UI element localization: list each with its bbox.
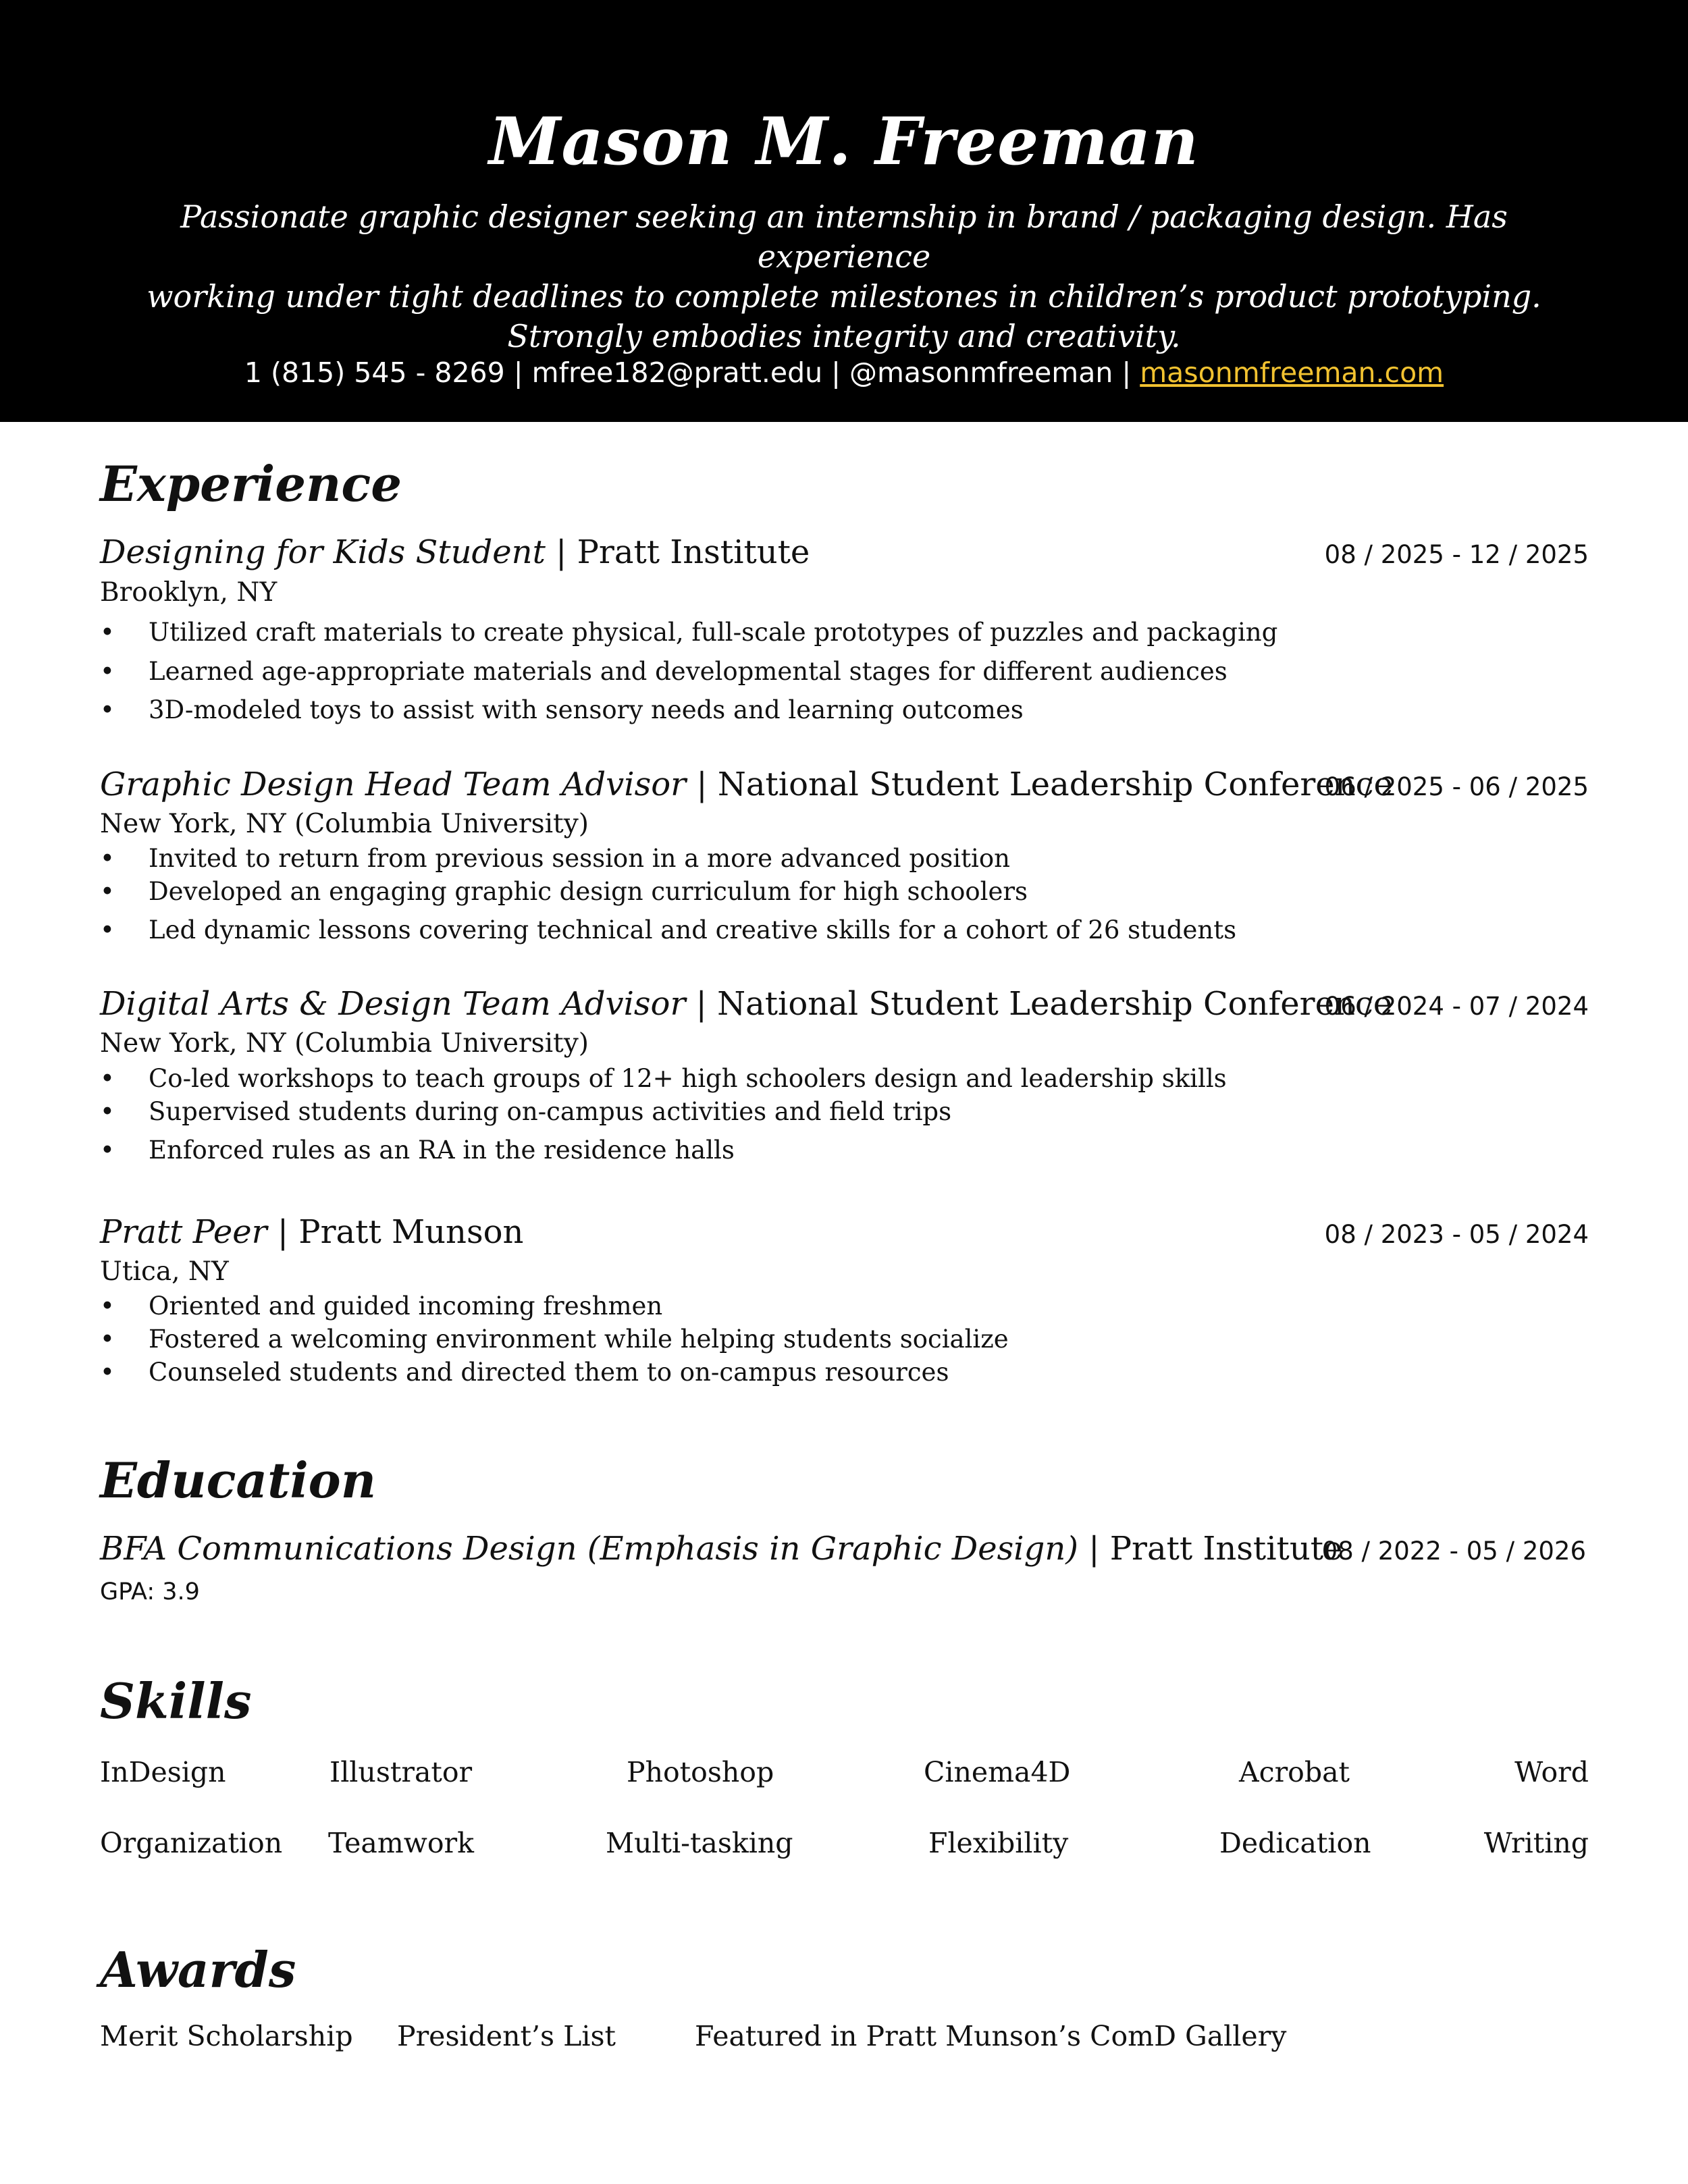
skill-item: Photoshop xyxy=(627,1756,774,1788)
gpa: GPA: 3.9 xyxy=(100,1578,200,1605)
school: Pratt Institute xyxy=(1109,1530,1343,1568)
job-role: Graphic Design Head Team Advisor xyxy=(100,766,687,803)
skill-item: Dedication xyxy=(1219,1827,1371,1859)
candidate-name: Mason M. Freeman xyxy=(489,103,1199,180)
job-location: Utica, NY xyxy=(100,1256,229,1287)
job-location: New York, NY (Columbia University) xyxy=(100,1028,589,1059)
bullet-text: Utilized craft materials to create physical, full-scale prototypes of puzzles and packaging xyxy=(149,618,1278,647)
skill-item: Organization xyxy=(100,1827,283,1859)
summary-line: working under tight deadlines to complete milestones in children’s product prototyping. xyxy=(147,278,1541,315)
skill-item: Flexibility xyxy=(928,1827,1069,1859)
job-dates: 08 / 2023 - 05 / 2024 xyxy=(1324,1220,1589,1249)
job-title xyxy=(100,531,1315,574)
pipe: | xyxy=(696,766,718,803)
job-title xyxy=(100,982,1393,1026)
bullet-text: Developed an engaging graphic design curriculum for high schoolers xyxy=(149,877,1028,906)
skill-item: Writing xyxy=(1483,1827,1589,1859)
degree-title xyxy=(100,1527,1343,1570)
job-title xyxy=(100,1210,1315,1254)
job-org: Pratt Institute xyxy=(577,533,810,571)
bullet-text: Learned age-appropriate materials and developmental stages for different audiences xyxy=(149,657,1228,686)
job-location: Brooklyn, NY xyxy=(100,577,278,608)
summary-line: Passionate graphic designer seeking an internship in brand / packaging design. Has experience xyxy=(180,198,1508,275)
experience-heading: Experience xyxy=(100,455,402,512)
bullet-marker: • xyxy=(100,618,115,647)
bullet-marker: • xyxy=(100,1358,115,1387)
bullet-marker: • xyxy=(100,695,115,724)
bullet-text: Oriented and guided incoming freshmen xyxy=(149,1291,663,1321)
award-item: Featured in Pratt Munson’s ComD Gallery xyxy=(695,2020,1287,2052)
bullet-text: Led dynamic lessons covering technical and creative skills for a cohort of 26 students xyxy=(149,915,1237,944)
website-link[interactable]: masonmfreeman.com xyxy=(1140,356,1444,389)
bullet-marker: • xyxy=(100,844,115,873)
email: mfree182@pratt.edu xyxy=(531,356,823,389)
award-item: President’s List xyxy=(397,2020,616,2052)
bullet-text: Fostered a welcoming environment while helping students socialize xyxy=(149,1325,1009,1354)
bullet-marker: • xyxy=(100,657,115,686)
bullet-text: Co-led workshops to teach groups of 12+ high schoolers design and leadership skills xyxy=(149,1064,1227,1093)
bullet-marker: • xyxy=(100,877,115,906)
bullet-text: Counseled students and directed them to on-campus resources xyxy=(149,1358,949,1387)
bullet-marker: • xyxy=(100,1064,115,1093)
job-dates: 06 / 2025 - 06 / 2025 xyxy=(1324,772,1589,801)
bullet-marker: • xyxy=(100,915,115,944)
bullet-text: Supervised students during on-campus activities and field trips xyxy=(149,1097,952,1126)
social-handle: @masonmfreeman xyxy=(849,356,1113,389)
job-dates: 06 / 2024 - 07 / 2024 xyxy=(1324,992,1589,1021)
pipe: | xyxy=(1088,1530,1110,1568)
bullet-text: 3D-modeled toys to assist with sensory needs and learning outcomes xyxy=(149,695,1024,724)
job-org: Pratt Munson xyxy=(298,1213,524,1251)
summary xyxy=(101,197,1587,356)
resume-header xyxy=(0,0,1688,422)
pipe: | xyxy=(277,1213,299,1251)
education-dates: 08 / 2022 - 05 / 2026 xyxy=(1321,1537,1586,1566)
bullet-marker: • xyxy=(100,1136,115,1165)
education-heading: Education xyxy=(100,1451,377,1509)
skill-item: Word xyxy=(1514,1756,1589,1788)
job-org: National Student Leadership Conference xyxy=(717,766,1393,803)
job-org: National Student Leadership Conference xyxy=(717,985,1393,1023)
bullet-text: Enforced rules as an RA in the residence halls xyxy=(149,1136,735,1165)
degree: BFA Communications Design (Emphasis in Graphic Design) xyxy=(100,1530,1078,1568)
pipe: | xyxy=(695,985,718,1023)
skill-item: Cinema4D xyxy=(924,1756,1071,1788)
job-title xyxy=(100,763,1393,806)
pipe: | xyxy=(556,533,577,571)
skill-item: Multi-tasking xyxy=(606,1827,793,1859)
skill-item: Illustrator xyxy=(329,1756,473,1788)
skill-item: Acrobat xyxy=(1239,1756,1350,1788)
separator: | xyxy=(504,356,532,389)
bullet-text: Invited to return from previous session in a more advanced position xyxy=(149,844,1010,873)
bullet-marker: • xyxy=(100,1325,115,1354)
job-role: Designing for Kids Student xyxy=(100,533,546,571)
separator: | xyxy=(1113,356,1140,389)
awards-heading: Awards xyxy=(100,1941,296,1998)
bullet-marker: • xyxy=(100,1291,115,1321)
separator: | xyxy=(822,356,849,389)
summary-line: Strongly embodies integrity and creativity. xyxy=(507,318,1181,354)
phone: 1 (815) 545 - 8269 xyxy=(244,356,505,389)
award-item: Merit Scholarship xyxy=(100,2020,353,2052)
job-role: Digital Arts & Design Team Advisor xyxy=(100,985,686,1023)
job-role: Pratt Peer xyxy=(100,1213,267,1251)
contact-line xyxy=(0,352,1688,393)
job-dates: 08 / 2025 - 12 / 2025 xyxy=(1324,540,1589,569)
skill-item: Teamwork xyxy=(328,1827,474,1859)
skills-heading: Skills xyxy=(100,1672,252,1730)
skill-item: InDesign xyxy=(100,1756,226,1788)
bullet-marker: • xyxy=(100,1097,115,1126)
job-location: New York, NY (Columbia University) xyxy=(100,809,589,839)
